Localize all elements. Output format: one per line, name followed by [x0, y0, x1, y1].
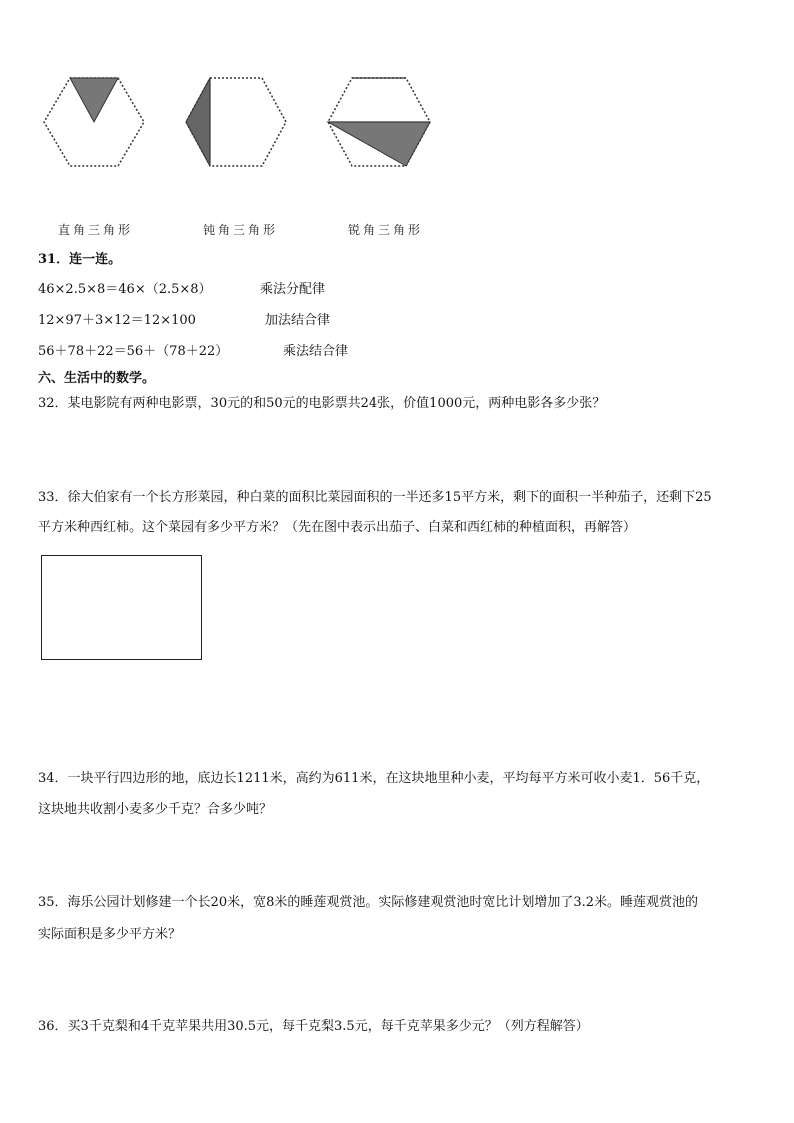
hexagon-acute-triangle-figure: [326, 76, 432, 168]
q31-expr-1: 46×2.5×8＝46×（2.5×8）: [38, 282, 212, 297]
figure-label-acute: 锐角三角形: [348, 223, 424, 237]
q31-law-3: 乘法结合律: [283, 344, 349, 359]
section-6-title: 六、生活中的数学。: [38, 371, 156, 386]
q36-text: 36．买3千克梨和4千克苹果共用30.5元，每千克梨3.5元，每千克苹果多少元？（列方程解答）: [38, 1019, 589, 1034]
hexagon-right-triangle-figure: [40, 74, 148, 170]
q31-law-2: 加法结合律: [265, 313, 331, 328]
q35-line-1: 35．海乐公园计划修建一个长20米，宽8米的睡莲观赏池。实际修建观赏池时宽比计划增加了3.2米。睡莲观赏池的: [38, 895, 699, 910]
q31-expr-3: 56＋78＋22＝56＋（78＋22）: [38, 344, 229, 359]
q34-line-2: 这块地共收割小麦多少千克？合多少吨？: [38, 802, 273, 817]
q31-expr-2: 12×97＋3×12＝12×100: [38, 313, 196, 328]
q33-line-1: 33．徐大伯家有一个长方形菜园，种白菜的面积比菜园面积的一半还多15平方米，剩下的面积一半种茄子，还剩下25: [38, 490, 712, 505]
q33-line-2: 平方米种西红柿。这个菜园有多少平方米？（先在图中表示出茄子、白菜和西红柿的种植面积，再解答）: [38, 520, 637, 535]
shaded-obtuse-triangle: [186, 78, 210, 166]
q31-law-1: 乘法分配律: [260, 282, 326, 297]
q35-line-2: 实际面积是多少平方米？: [38, 927, 182, 942]
garden-rectangle: [41, 555, 202, 660]
q34-line-1: 34．一块平行四边形的地，底边长1211米，高约为611米，在这块地里种小麦，平均每平方米可收小麦1．56千克，: [38, 771, 710, 786]
shaded-acute-triangle: [328, 122, 430, 166]
shaded-right-triangle: [70, 78, 118, 122]
q31-title: 31．连一连。: [38, 252, 122, 267]
figure-label-obtuse: 钝角三角形: [203, 223, 279, 237]
q32-text: 32．某电影院有两种电影票，30元的和50元的电影票共24张，价值1000元，两种电影各多少张？: [38, 396, 606, 411]
figure-label-right: 直角三角形: [58, 223, 134, 237]
hexagon-obtuse-triangle-figure: [184, 76, 288, 168]
